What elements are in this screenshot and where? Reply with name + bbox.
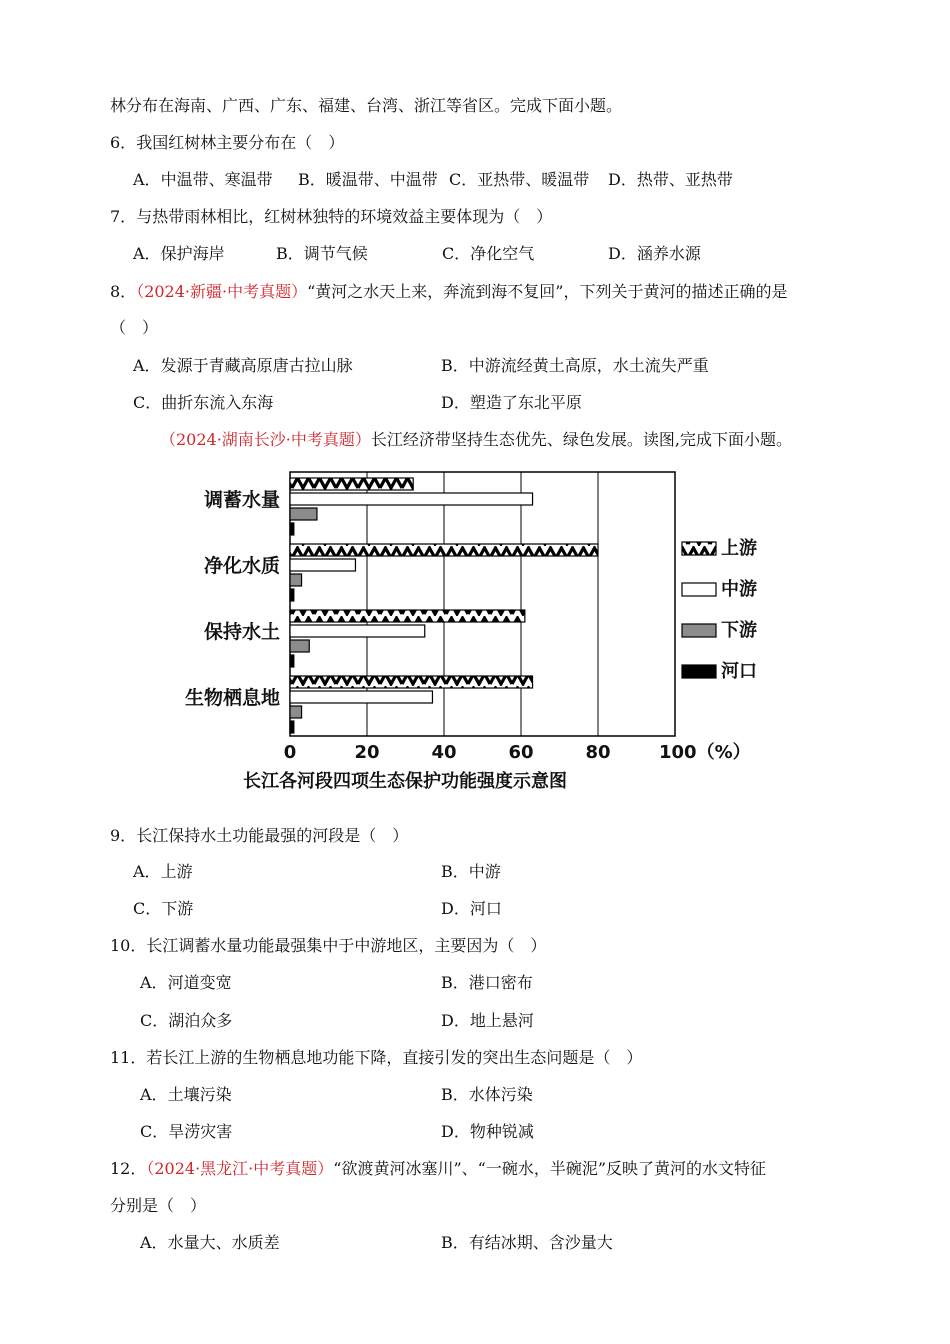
legend-swatch: [682, 542, 716, 555]
option-a[interactable]: A．中温带、寒温带: [133, 170, 273, 189]
question-6: [110, 133, 344, 153]
x-tick-label: 60: [508, 742, 534, 763]
category-label: 保持水土: [203, 621, 280, 643]
option-c[interactable]: C．曲折东流入东海: [133, 393, 274, 412]
question-number: 10．: [110, 936, 147, 955]
question-7: [110, 207, 552, 227]
question-number: 7．: [110, 207, 137, 226]
option-c[interactable]: C．旱涝灾害: [140, 1122, 233, 1141]
question-10: [110, 936, 546, 956]
x-tick-label: 100（%）: [659, 742, 751, 763]
question-stem: 长江调蓄水量功能最强集中于中游地区，主要因为（ ）: [146, 936, 547, 955]
option-a[interactable]: A．发源于青藏高原唐古拉山脉: [133, 356, 353, 375]
bar-中游-保持水土: [290, 625, 425, 637]
question-number: 6．: [110, 133, 137, 152]
option-d[interactable]: D．热带、亚热带: [608, 170, 733, 189]
question-source: （2024·新疆·中考真题）: [136, 282, 308, 301]
bar-下游-保持水土: [290, 640, 309, 652]
question-12: [110, 1159, 766, 1179]
option-b[interactable]: B．有结冰期、含沙量大: [441, 1233, 613, 1252]
legend-swatch: [682, 583, 716, 596]
x-tick-label: 40: [431, 742, 457, 763]
bar-chart: [160, 462, 800, 802]
option-d[interactable]: D．涵养水源: [608, 244, 701, 263]
option-c[interactable]: C．下游: [133, 899, 194, 918]
bar-下游-净化水质: [290, 574, 302, 586]
bar-中游-调蓄水量: [290, 493, 533, 505]
bar-上游-净化水质: [290, 544, 598, 556]
group-intro: [160, 430, 792, 450]
bar-上游-保持水土: [290, 610, 525, 622]
bar-下游-生物栖息地: [290, 706, 302, 718]
option-b[interactable]: B．暖温带、中温带: [298, 170, 438, 189]
bar-中游-生物栖息地: [290, 691, 432, 703]
legend-swatch: [682, 665, 716, 678]
chart-title: 长江各河段四项生态保护功能强度示意图: [243, 771, 567, 792]
question-number: 9．: [110, 826, 137, 845]
option-a[interactable]: A．河道变宽: [140, 973, 232, 992]
option-a[interactable]: A．水量大、水质差: [140, 1233, 280, 1252]
option-b[interactable]: B．中游流经黄土高原，水土流失严重: [441, 356, 709, 375]
question-12-continued: 分别是（ ）: [110, 1196, 207, 1215]
option-a[interactable]: A．保护海岸: [133, 244, 225, 263]
bar-下游-调蓄水量: [290, 508, 317, 520]
question-number: 12．: [110, 1159, 147, 1178]
option-a[interactable]: A．土壤污染: [140, 1085, 232, 1104]
question-8-continued: （ ）: [110, 318, 159, 337]
legend-label: 中游: [721, 579, 757, 600]
option-b[interactable]: B．水体污染: [441, 1085, 533, 1104]
x-tick-label: 0: [283, 742, 297, 763]
legend-swatch: [682, 624, 716, 637]
question-8: [110, 282, 787, 302]
legend-label: 上游: [721, 538, 757, 559]
bar-河口-保持水土: [290, 655, 294, 667]
option-b[interactable]: B．港口密布: [441, 973, 533, 992]
option-c[interactable]: C．湖泊众多: [140, 1011, 233, 1030]
category-label: 生物栖息地: [184, 687, 280, 709]
bar-上游-生物栖息地: [290, 676, 533, 688]
x-tick-label: 80: [585, 742, 611, 763]
question-stem: 与热带雨林相比，红树林独特的环境效益主要体现为（ ）: [136, 207, 553, 226]
question-stem: 我国红树林主要分布在（ ）: [136, 133, 345, 152]
option-c[interactable]: C．亚热带、暖温带: [449, 170, 590, 189]
question-9: [110, 826, 408, 846]
category-label: 调蓄水量: [203, 489, 280, 511]
option-d[interactable]: D．塑造了东北平原: [441, 393, 582, 412]
question-11: [110, 1048, 642, 1068]
category-label: 净化水质: [203, 555, 280, 577]
bar-chart-svg: [160, 462, 800, 802]
option-c[interactable]: C．净化空气: [442, 244, 535, 263]
bar-河口-生物栖息地: [290, 721, 294, 733]
question-stem: “欲渡黄河冰塞川”、“一碗水，半碗泥”反映了黄河的水文特征: [333, 1159, 767, 1178]
question-number: 11．: [110, 1048, 147, 1067]
option-b[interactable]: B．调节气候: [276, 244, 368, 263]
question-source: （2024·湖南长沙·中考真题）: [160, 430, 371, 449]
option-d[interactable]: D．河口: [441, 899, 502, 918]
question-stem: “黄河之水天上来，奔流到海不复回”，下列关于黄河的描述正确的是: [307, 282, 788, 301]
question-stem: 若长江上游的生物栖息地功能下降，直接引发的突出生态问题是（ ）: [146, 1048, 643, 1067]
question-source: （2024·黑龙江·中考真题）: [146, 1159, 334, 1178]
bar-中游-净化水质: [290, 559, 355, 571]
legend-label: 河口: [721, 661, 757, 682]
question-stem: 长江保持水土功能最强的河段是（ ）: [136, 826, 409, 845]
x-tick-label: 20: [354, 742, 380, 763]
option-d[interactable]: D．地上悬河: [441, 1011, 534, 1030]
intro-text: 林分布在海南、广西、广东、福建、台湾、浙江等省区。完成下面小题。: [110, 96, 623, 115]
legend-label: 下游: [721, 620, 757, 641]
option-a[interactable]: A．上游: [133, 862, 193, 881]
group-intro-text: 长江经济带坚持生态优先、绿色发展。读图,完成下面小题。: [370, 430, 792, 449]
option-d[interactable]: D．物种锐减: [441, 1122, 534, 1141]
option-b[interactable]: B．中游: [441, 862, 501, 881]
bar-上游-调蓄水量: [290, 478, 413, 490]
bar-河口-净化水质: [290, 589, 294, 601]
bar-河口-调蓄水量: [290, 523, 294, 535]
question-number: 8．: [110, 282, 137, 301]
